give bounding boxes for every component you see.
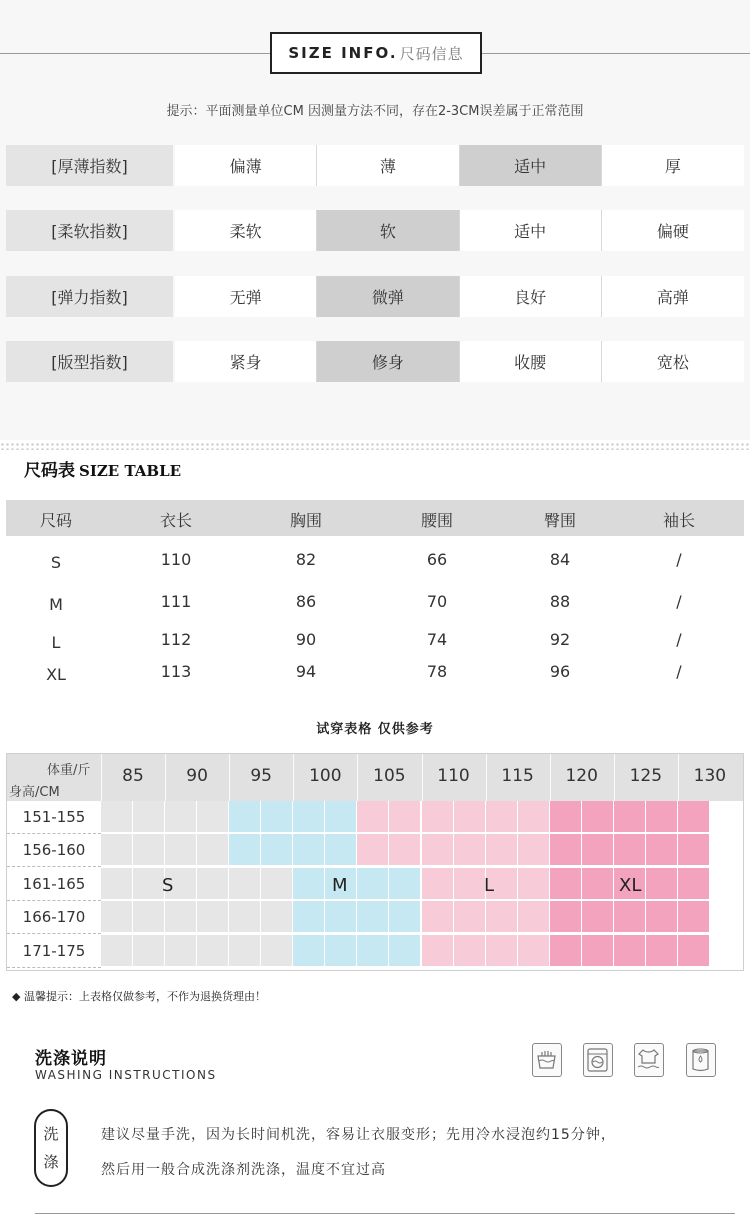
index-option: 厚 [602,145,744,186]
header-separator [678,754,679,801]
size-table-cell: / [676,662,682,681]
index-row [6,276,744,317]
size-table-cell: M [49,595,63,614]
index-row [6,341,744,382]
height-row-label: 156-160 [7,834,101,867]
grid-cell-xl [582,801,614,833]
index-option-selected: 微弹 [317,276,459,317]
grid-cell-s [165,801,197,833]
size-table-header-cell: 胸围 [289,511,322,530]
weight-label: 体重/斤 [47,763,91,778]
grid-cell-xl [614,801,646,833]
grid-cell-m [229,801,261,833]
washing-machine-icon [583,1043,613,1077]
grid-cell-m [325,901,357,933]
weight-header: 110 [437,766,470,786]
size-table-cell: 90 [295,630,317,649]
size-table-cell: 111 [160,592,192,611]
size-label-s: S [162,875,174,896]
grid-cell-l [454,901,486,933]
grid-cell-m [293,935,325,967]
height-row-label: 166-170 [7,901,101,934]
dotted-divider [0,442,750,450]
weight-header: 125 [629,766,663,786]
size-label-m: M [332,875,348,896]
index-row [6,145,744,186]
grid-cell-l [454,801,486,833]
grid-cell-xl [678,868,710,900]
size-info-title-cn: 尺码信息 [399,44,464,63]
index-option: 薄 [317,145,459,186]
grid-cell-s [197,901,229,933]
size-table-title-en: SIZE TABLE [79,462,182,480]
size-table-title [24,456,181,481]
size-table-cell: 70 [426,592,448,611]
grid-cell-xl [582,868,614,900]
grid-cell-l [486,801,518,833]
grid-cell-s [229,868,261,900]
height-row-label: 161-165 [7,868,101,901]
grid-cell-l [422,935,454,967]
washing-instruction-line1: 建议尽量手洗，因为长时间机洗，容易让衣服变形；先用冷水浸泡约15分钟， [101,1127,616,1143]
index-row [6,210,744,251]
grid-cell-xl [582,834,614,866]
grid-cell-s [133,801,165,833]
grid-cell-s [101,868,133,900]
grid-cell-s [133,935,165,967]
grid-cell-l [357,834,389,866]
size-table-cell: 88 [549,592,571,611]
trial-size-grid [6,753,744,971]
grid-cell-m [293,834,325,866]
size-table-header-cell: 腰围 [420,511,453,530]
washing-subtitle: WASHING INSTRUCTIONS [35,1068,217,1082]
grid-cell-xl [550,834,582,866]
index-option: 柔软 [175,210,317,251]
index-option: 宽松 [602,341,744,382]
index-option: 适中 [460,210,602,251]
grid-cell-m [389,935,421,967]
grid-cell-s [101,834,133,866]
size-table-header-cell: 袖长 [662,511,695,530]
measurement-tip: 提示：平面测量单位CM 因测量方法不同，存在2-3CM误差属于正常范围 [166,104,584,119]
bleach-icon [686,1043,716,1077]
grid-cell-xl [646,801,678,833]
index-label: [弹力指数] [6,276,173,317]
warm-tip-text: 温馨提示：上表格仅做参考，不作为退换货理由！ [23,990,266,1003]
header-separator [229,754,230,801]
grid-cell-m [261,834,293,866]
grid-cell-m [229,834,261,866]
grid-cell-l [454,868,486,900]
header-separator [165,754,166,801]
weight-header: 105 [373,766,406,786]
bottom-divider [35,1213,735,1214]
index-option-selected: 适中 [460,145,602,186]
grid-cell-xl [582,935,614,967]
header-separator [293,754,294,801]
index-option: 无弹 [175,276,317,317]
washing-badge-line2: 涤 [43,1153,59,1171]
header-separator [550,754,551,801]
grid-cell-xl [550,901,582,933]
weight-header: 85 [122,766,144,786]
grid-cell-xl [678,935,710,967]
size-table-header-cell: 臀围 [543,511,576,530]
size-table-cell: 96 [549,662,571,681]
grid-cell-l [357,801,389,833]
grid-cell-m [389,901,421,933]
grid-cell-xl [678,801,710,833]
grid-cell-xl [646,868,678,900]
grid-cell-l [422,868,454,900]
weight-header: 120 [565,766,598,786]
hand-wash-icon [532,1043,562,1077]
grid-cell-xl [614,834,646,866]
index-label: [版型指数] [6,341,173,382]
grid-cell-m [293,901,325,933]
size-table-cell: 113 [160,662,192,681]
grid-cell-s [133,868,165,900]
index-option: 收腰 [460,341,602,382]
grid-cell-l [486,901,518,933]
header-separator [614,754,615,801]
grid-cell-xl [678,834,710,866]
header-separator [486,754,487,801]
grid-cell-s [101,935,133,967]
size-table-cell: 78 [426,662,448,681]
grid-cell-s [261,901,293,933]
grid-cell-l [422,901,454,933]
title-divider-left [0,53,270,54]
grid-cell-m [293,801,325,833]
grid-cell-s [101,801,133,833]
height-label: 身高/CM [9,785,60,800]
grid-cell-m [325,801,357,833]
size-table-cell: 74 [426,630,448,649]
grid-cell-xl [646,834,678,866]
grid-cell-m [293,868,325,900]
weight-header: 130 [693,766,727,786]
grid-cell-m [261,801,293,833]
grid-cell-s [165,901,197,933]
size-label-xl: XL [619,875,642,896]
grid-cell-l [389,834,421,866]
size-table-cell: 84 [549,550,571,569]
grid-cell-s [229,901,261,933]
grid-cell-s [197,868,229,900]
size-table-cell: 112 [160,630,192,649]
grid-cell-xl [646,901,678,933]
size-table-cell: L [51,633,61,652]
index-option: 高弹 [602,276,744,317]
grid-cell-l [518,834,550,866]
grid-cell-xl [646,935,678,967]
grid-cell-s [101,901,133,933]
washing-badge [34,1109,68,1187]
trial-table-title: 试穿表格 仅供参考 [316,722,434,737]
grid-cell-s [133,834,165,866]
grid-cell-xl [550,801,582,833]
grid-cell-xl [582,901,614,933]
size-table-title-cn: 尺码表 [24,461,75,481]
grid-cell-m [325,935,357,967]
height-row-label: 171-175 [7,935,101,968]
grid-cell-s [261,868,293,900]
size-table-cell: 66 [426,550,448,569]
size-table-cell: 86 [295,592,317,611]
grid-cell-l [486,834,518,866]
size-table-cell: / [676,630,682,649]
grid-cell-l [518,868,550,900]
grid-cell-xl [550,935,582,967]
index-option-selected: 修身 [317,341,459,382]
size-table-cell: XL [46,665,66,684]
weight-header: 115 [501,766,534,786]
grid-cell-m [357,935,389,967]
grid-cell-l [454,834,486,866]
size-table-cell: / [676,550,682,569]
grid-cell-xl [614,901,646,933]
grid-cell-m [325,834,357,866]
grid-cell-m [357,868,389,900]
grid-cell-xl [614,935,646,967]
weight-header: 90 [186,766,208,786]
grid-cell-l [454,935,486,967]
size-label-l: L [484,875,495,896]
index-option: 良好 [460,276,602,317]
index-option: 紧身 [175,341,317,382]
grid-cell-s [165,834,197,866]
grid-cell-m [389,868,421,900]
grid-cell-l [518,935,550,967]
header-separator [357,754,358,801]
title-divider-right [482,53,750,54]
grid-cell-m [357,901,389,933]
size-table-cell: 82 [295,550,317,569]
grid-cell-s [229,935,261,967]
grid-cell-xl [550,868,582,900]
header-separator [101,754,102,801]
header-separator [422,754,423,801]
grid-cell-s [197,801,229,833]
size-table-header-cell: 衣长 [159,511,192,530]
grid-cell-s [133,901,165,933]
grid-cell-l [518,801,550,833]
grid-cell-l [486,935,518,967]
grid-cell-xl [678,901,710,933]
weight-header: 95 [250,766,272,786]
height-row-label: 151-155 [7,801,101,834]
index-option-selected: 软 [317,210,459,251]
water-basin-icon [634,1043,664,1077]
washing-title: 洗涤说明 [35,1049,107,1069]
grid-cell-l [422,801,454,833]
size-info-title [270,32,482,74]
index-option: 偏硬 [602,210,744,251]
size-table-cell: 94 [295,662,317,681]
grid-cell-l [389,801,421,833]
size-table-header-cell: 尺码 [39,511,72,530]
grid-cell-l [422,834,454,866]
size-table-cell: 92 [549,630,571,649]
size-table-cell: S [50,553,62,572]
grid-cell-s [165,935,197,967]
grid-cell-s [197,935,229,967]
size-table-cell: / [676,592,682,611]
size-table-cell: 110 [160,550,192,569]
size-info-title-en: SIZE INFO. [288,44,398,62]
grid-cell-l [518,901,550,933]
washing-badge-line1: 洗 [43,1125,59,1143]
grid-cell-s [197,834,229,866]
warm-tip: ◆ 温馨提示：上表格仅做参考，不作为退换货理由！ [12,990,266,1003]
grid-cell-s [261,935,293,967]
index-option: 偏薄 [175,145,317,186]
washing-instruction-line2: 然后用一般合成洗涤剂洗涤，温度不宜过高 [101,1162,386,1178]
index-label: [柔软指数] [6,210,173,251]
weight-header: 100 [309,766,342,786]
index-label: [厚薄指数] [6,145,173,186]
